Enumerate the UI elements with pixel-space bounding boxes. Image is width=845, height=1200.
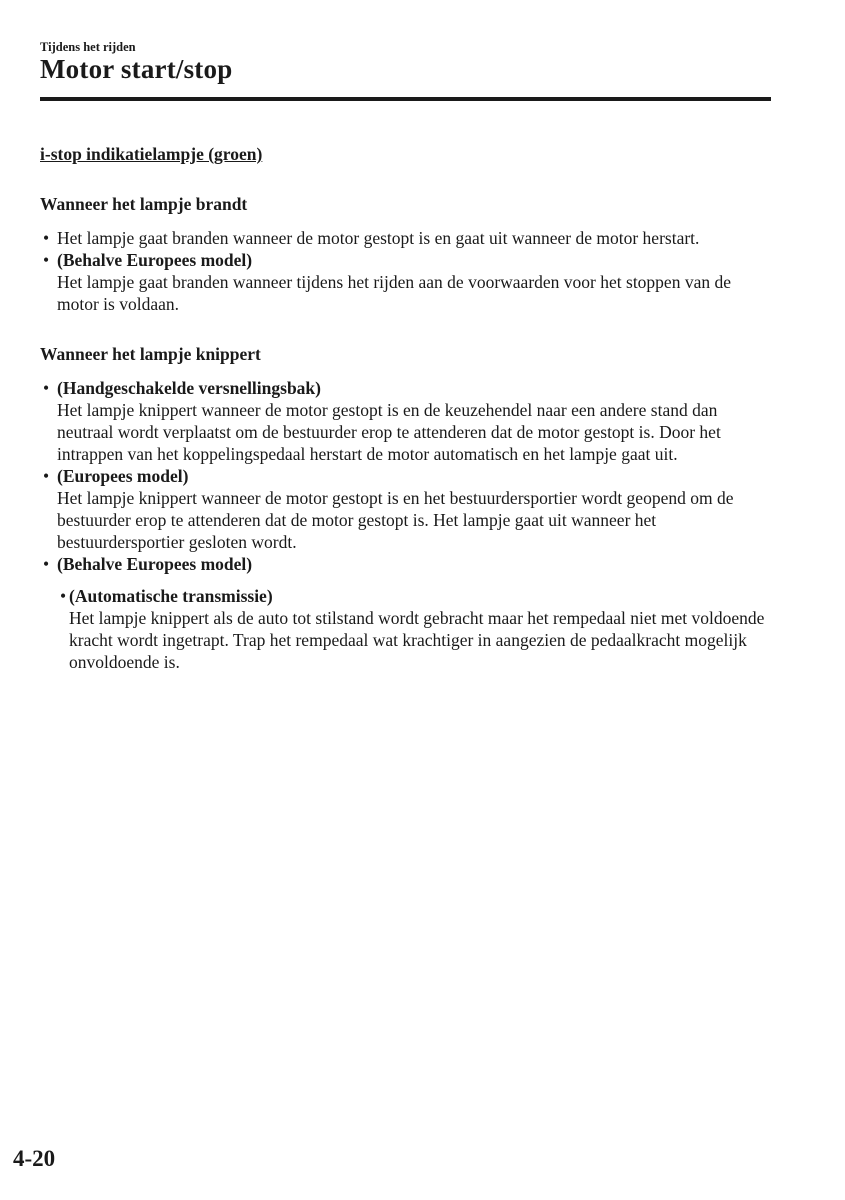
list-item-label: (Handgeschakelde versnellingsbak) (57, 378, 321, 398)
page-title: Motor start/stop (40, 54, 233, 84)
nested-list (57, 585, 775, 673)
list-item-text: Het lampje knippert wanneer de motor gestopt is en het bestuurdersportier wordt geopend om de bestuurder erop te attenderen dat de motor gestopt is. Het lampje gaat uit wanneer het bestuurdersportier gesloten wordt. (57, 488, 734, 552)
main-content (40, 143, 775, 673)
list-item (40, 249, 775, 315)
section-title: i-stop indikatielampje (groen) (40, 144, 263, 164)
bullet-marker: • (43, 228, 50, 248)
sub-heading-lamp-blinks: Wanneer het lampje knippert (40, 344, 261, 364)
list-item-text: Het lampje knippert wanneer de motor gestopt is en de keuzehendel naar een andere stand dan neutraal wordt verplaatst om de bestuurder erop te attenderen dat de motor gestopt is. Door het intrappen van het koppelingspedaal herstart de motor automatisch en het lampje gaat uit. (57, 400, 721, 464)
title-divider (40, 97, 771, 101)
bullet-marker: • (43, 250, 50, 270)
sub-heading-lamp-on: Wanneer het lampje brandt (40, 194, 248, 214)
breadcrumb: Tijdens het rijden (40, 40, 136, 54)
nested-list-item (57, 585, 775, 673)
list-item (40, 227, 775, 249)
list-item-label: (Automatische transmissie) (69, 586, 273, 606)
page-number: 4-20 (13, 1146, 56, 1171)
bullet-marker: • (43, 378, 50, 398)
list-item-text: Het lampje knippert als de auto tot stilstand wordt gebracht maar het rempedaal niet met voldoende kracht wordt ingetrapt. Trap het rempedaal wat krachtiger in aangezien de pedaalkracht mogelijk onvoldoende is. (69, 608, 765, 672)
lamp-on-list (40, 227, 775, 315)
bullet-marker: • (60, 586, 67, 606)
list-item-label: (Behalve Europees model) (57, 554, 253, 574)
bullet-marker: • (43, 554, 50, 574)
list-item (40, 377, 775, 465)
list-item-label: (Behalve Europees model) (57, 250, 253, 270)
lamp-blinks-list (40, 377, 775, 673)
list-item-text: Het lampje gaat branden wanneer tijdens het rijden aan de voorwaarden voor het stoppen van de motor is voldaan. (57, 272, 731, 314)
list-item (40, 465, 775, 553)
list-item-label: (Europees model) (57, 466, 189, 486)
bullet-marker: • (43, 466, 50, 486)
list-item-text: Het lampje gaat branden wanneer de motor gestopt is en gaat uit wanneer de motor herstart. (57, 228, 700, 248)
list-item (40, 553, 775, 673)
